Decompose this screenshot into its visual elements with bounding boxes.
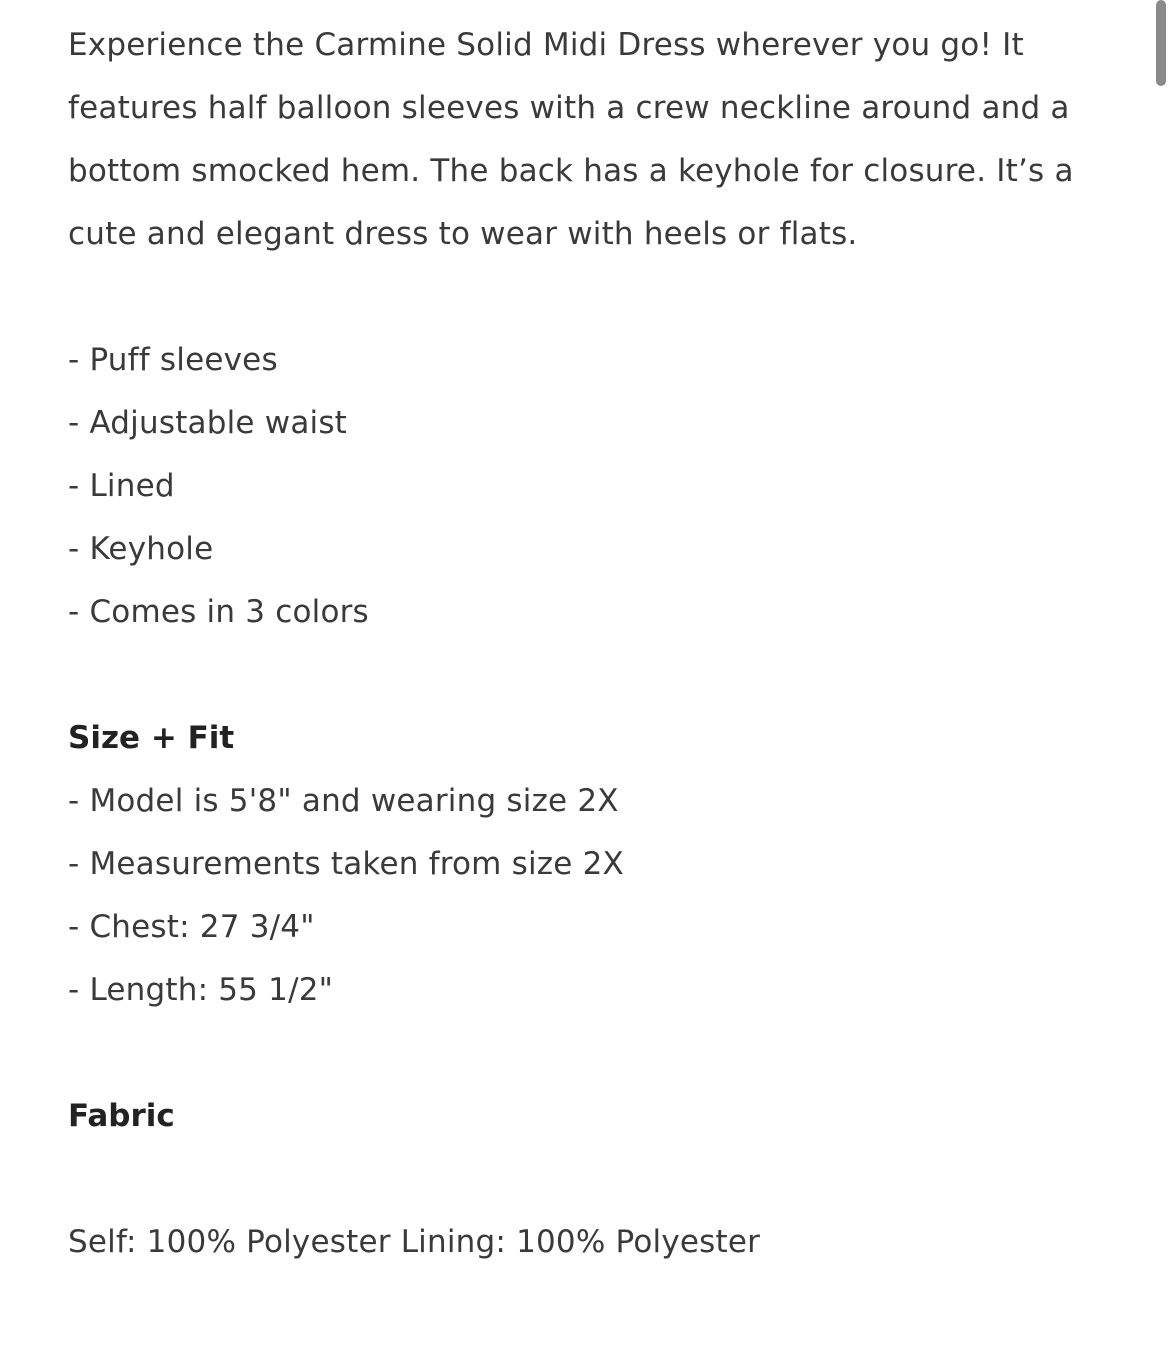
feature-list — [68, 329, 1128, 644]
feature-item: - Keyhole — [68, 531, 214, 567]
scrollbar-thumb[interactable] — [1156, 0, 1166, 86]
product-description-panel — [68, 14, 1128, 1274]
size-fit-item: - Model is 5'8" and wearing size 2X — [68, 783, 619, 819]
feature-item: - Lined — [68, 468, 175, 504]
size-fit-list — [68, 770, 1128, 1022]
size-fit-item: - Length: 55 1/2" — [68, 972, 334, 1008]
size-fit-item: - Chest: 27 3/4" — [68, 909, 315, 945]
fabric-heading: Fabric — [68, 1098, 175, 1134]
fabric-text: Self: 100% Polyester Lining: 100% Polyester — [68, 1224, 761, 1260]
product-description: Experience the Carmine Solid Midi Dress wherever you go! It features half balloon sleeves with a crew neckline around and a bottom smocked hem. The back has a keyhole for closure. It’s a cute and elegant dress to wear with heels or flats. — [68, 27, 1074, 252]
scrollbar[interactable] — [1150, 0, 1170, 1345]
feature-item: - Puff sleeves — [68, 342, 278, 378]
size-fit-item: - Measurements taken from size 2X — [68, 846, 624, 882]
feature-item: - Comes in 3 colors — [68, 594, 369, 630]
size-fit-heading: Size + Fit — [68, 720, 235, 756]
feature-item: - Adjustable waist — [68, 405, 348, 441]
